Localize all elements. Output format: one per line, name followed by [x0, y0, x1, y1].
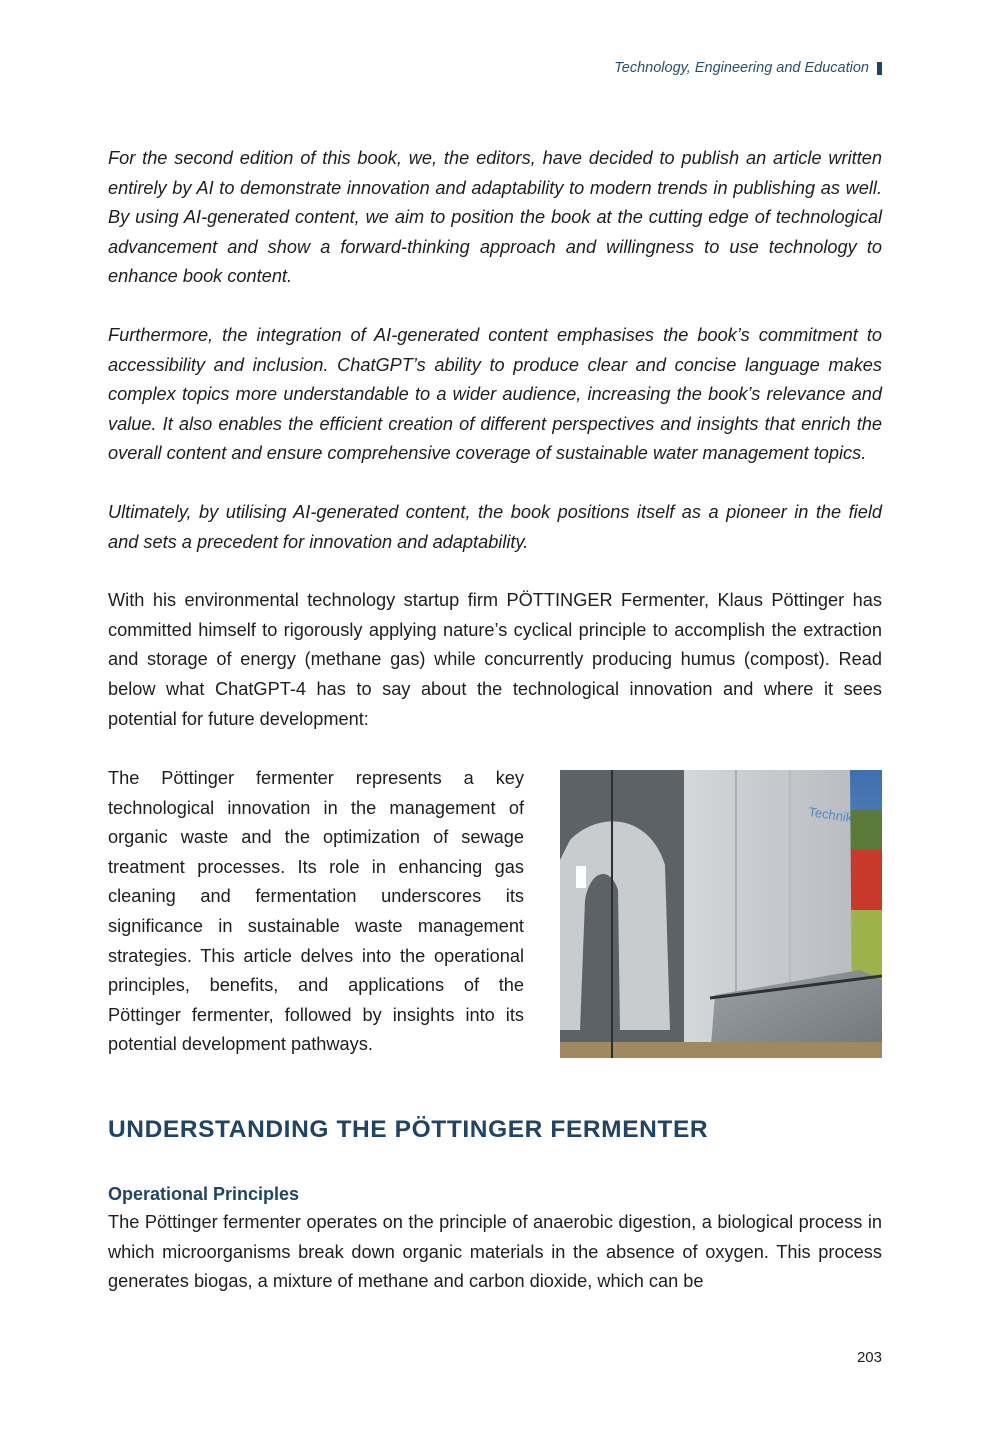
ground: [560, 1042, 882, 1058]
section-paragraph: The Pöttinger fermenter operates on the principle of anaerobic digestion, a biological process in which microorganisms break down organic materials in the absence of oxygen. This process generates biogas, a mixture of methane and carbon dioxide, which can be: [108, 1212, 882, 1292]
intro-paragraph-3: Ultimately, by utilising AI-generated content, the book positions itself as a pioneer in the field and sets a precedent for innovation and adaptability.: [108, 501, 882, 552]
warning-sign: [576, 866, 586, 888]
body-paragraph-1: With his environmental technology startup firm PÖTTINGER Fermenter, Klaus Pöttinger has committed himself to rigorously applying nature’s cyclical principle to accomplish the extraction and storage of energy (methane gas) while concurrently producing humus (compost). Read below what ChatGPT-4 has to say about the technological innovation and where it sees potential for future development:: [108, 590, 882, 729]
fermenter-photo: [560, 770, 882, 1058]
intro-paragraph-2: Furthermore, the integration of AI-generated content emphasises the book’s commitment to accessibility and inclusion. ChatGPT’s ability to produce clear and concise language makes complex topics more understandable to a wider audience, increasing the book’s relevance and value. It also enables the efficient creation of different perspectives and insights that enrich the overall content and ensure comprehensive coverage of sustainable water management topics.: [108, 324, 882, 464]
intro-paragraph-1: For the second edition of this book, we, the editors, have decided to publish an article written entirely by AI to demonstrate innovation and adaptability to modern trends in publishing as well. By using AI-generated content, we aim to position the book at the cutting edge of technological advancement and show a forward-thinking approach and willingness to use technology to enhance book content.: [108, 148, 882, 287]
page-number: 203: [856, 1349, 882, 1366]
subsection-heading: Operational Principles: [108, 1184, 300, 1205]
running-header: [614, 60, 882, 76]
text-image-row: [108, 764, 882, 1060]
page-content: [108, 144, 882, 1297]
header-marker: [877, 62, 882, 75]
red-banner: [850, 850, 882, 910]
section-heading: UNDERSTANDING THE PÖTTINGER FERMENTER: [108, 1116, 709, 1144]
running-header-title: Technology, Engineering and Education: [614, 60, 869, 76]
container-label: Technik: [807, 804, 854, 826]
body-paragraph-2: The Pöttinger fermenter represents a key technological innovation in the management of organic waste and the optimization of sewage treatment processes. Its role in enhancing gas cleaning and fermentation underscores its significance in sustainable waste management strategies. This article delves into the operational principles, benefits, and applications of the Pöttinger fermenter, followed by insights into its potential development pathways.: [108, 768, 524, 1055]
